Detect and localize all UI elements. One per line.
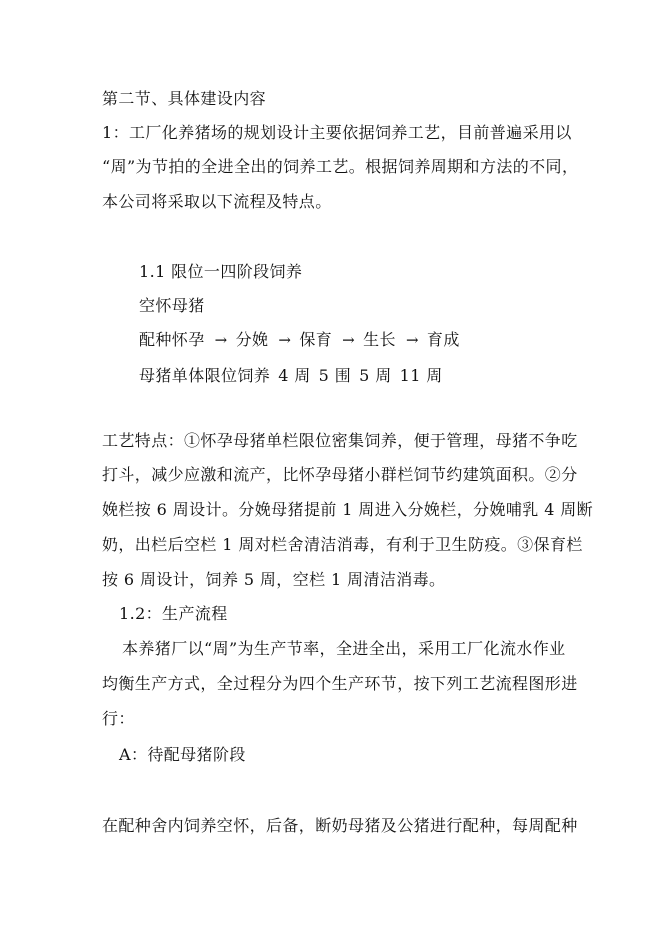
paragraph-line: 1：工厂化养猪场的规划设计主要依据饲养工艺，目前普遍采用以 [102, 123, 572, 142]
weeks-item: 4 周 [278, 366, 311, 385]
paragraph-line: 在配种舍内饲养空怀，后备，断奶母猪及公猪进行配种，每周配种 [102, 816, 578, 835]
subsection-heading-1-1: 1.1 限位一四阶段饲养 [139, 262, 303, 281]
process-line: 行： [102, 709, 135, 728]
process-flow [139, 330, 460, 350]
paragraph-line: “周”为节拍的全进全出的饲养工艺。根据饲养周期和方法的不同， [102, 157, 579, 176]
weeks-item: 11 周 [399, 366, 443, 385]
arrow-right-icon: → [342, 331, 356, 349]
arrow-right-icon: → [214, 331, 228, 349]
section-title: 第二节、具体建设内容 [102, 89, 267, 108]
flow-step: 生长 [363, 330, 396, 349]
empty-sow-label: 空怀母猪 [139, 296, 205, 315]
features-line: 娩栏按 6 周设计。分娩母猪提前 1 周进入分娩栏，分娩哺乳 4 周断 [102, 500, 594, 519]
flow-step: 育成 [426, 330, 460, 349]
features-line: 工艺特点：①怀孕母猪单栏限位密集饲养，便于管理，母猪不争吃 [102, 431, 578, 450]
weeks-label: 母猪单体限位饲养 [139, 366, 271, 385]
process-line: 均衡生产方式，全过程分为四个生产环节，按下列工艺流程图形进 [102, 674, 578, 693]
flow-step: 分娩 [235, 330, 269, 349]
paragraph-line: 本公司将采取以下流程及特点。 [102, 192, 332, 211]
stage-a-heading: A：待配母猪阶段 [119, 745, 246, 764]
flow-step: 保育 [299, 330, 333, 349]
arrow-right-icon: → [278, 331, 292, 349]
arrow-right-icon: → [405, 331, 419, 349]
process-line: 本养猪厂以“周”为生产节率，全进全出，采用工厂化流水作业 [122, 639, 566, 658]
features-line: 打斗，减少应激和流产，比怀孕母猪小群栏饲节约建筑面积。②分 [102, 465, 578, 484]
subsection-heading-1-2: 1.2：生产流程 [119, 604, 228, 623]
features-line: 奶，出栏后空栏 1 周对栏舍清洁消毒，有利于卫生防疫。③保育栏 [102, 535, 583, 554]
weeks-line [139, 366, 443, 386]
weeks-item: 5 围 [318, 366, 352, 385]
weeks-item: 5 周 [359, 366, 392, 385]
features-line: 按 6 周设计，饲养 5 周，空栏 1 周清洁消毒。 [102, 570, 446, 589]
flow-step: 配种怀孕 [139, 330, 205, 349]
